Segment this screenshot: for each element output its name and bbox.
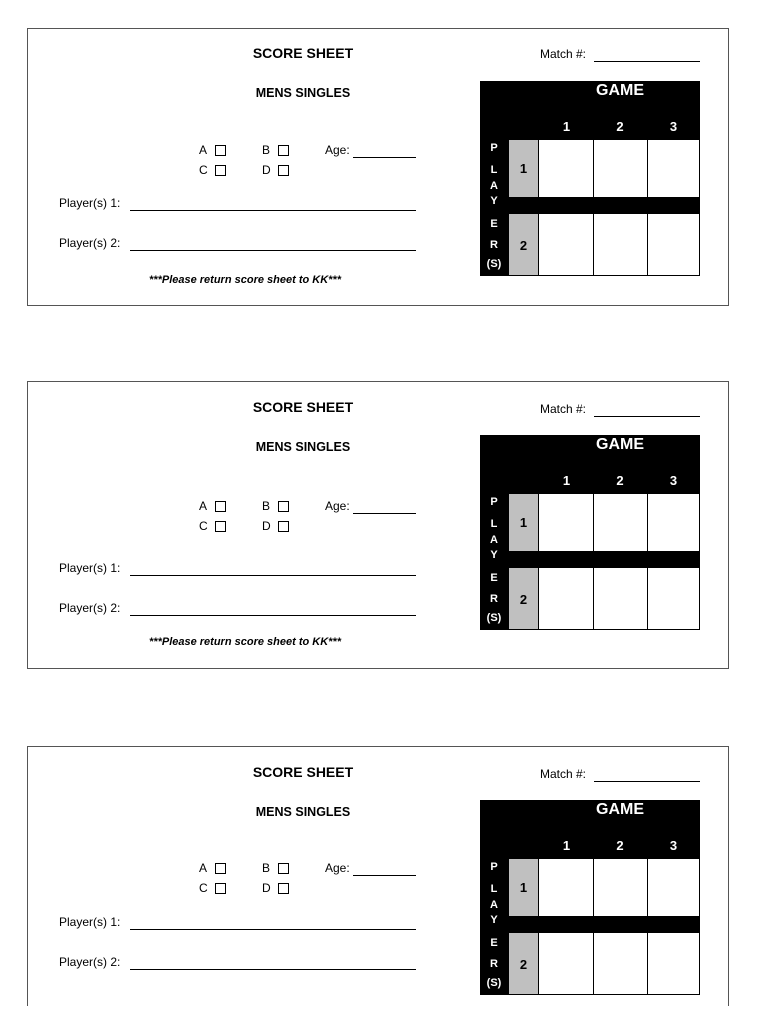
category-b-label: B [262,861,271,875]
vertical-letter: R [490,958,498,970]
vertical-letter: L [490,164,498,176]
game-header: GAME [596,436,644,453]
match-number-label: Match #: [540,402,587,416]
category-c-label: C [199,881,208,895]
category-c-label: C [199,519,208,533]
category-b-checkbox[interactable] [278,145,289,156]
player-2-field[interactable] [130,250,416,251]
age-label: Age: [325,143,350,157]
player-2-label: Player(s) 2: [59,236,121,250]
player-1-label: Player(s) 1: [59,915,121,929]
category-a-label: A [199,499,208,513]
category-b-label: B [262,499,271,513]
player-1-label: Player(s) 1: [59,561,121,575]
sheet-title: SCORE SHEET [252,399,354,415]
category-a-checkbox[interactable] [215,145,226,156]
score-sheet-card [27,381,729,669]
game-1-header: 1 [562,473,571,488]
game-2-header: 2 [616,473,624,488]
sheet-title: SCORE SHEET [252,45,354,61]
player-2-label: Player(s) 2: [59,601,121,615]
vertical-letter: E [490,218,498,230]
vertical-letter: Y [490,195,498,207]
category-d-label: D [262,881,271,895]
vertical-letter: P [490,142,498,154]
grid-frame [480,435,700,630]
category-a-checkbox[interactable] [215,501,226,512]
player-2-label: Player(s) 2: [59,955,121,969]
category-d-checkbox[interactable] [278,883,289,894]
player-1-number: 1 [509,140,538,197]
vertical-letter: P [490,496,498,508]
player-2-number: 2 [509,933,538,995]
category-a-label: A [199,861,208,875]
game-header: GAME [596,801,644,818]
vertical-letter: A [490,180,498,192]
category-c-checkbox[interactable] [215,521,226,532]
vertical-letter: E [490,572,498,584]
category-d-checkbox[interactable] [278,521,289,532]
category-b-label: B [262,143,271,157]
vertical-letter: (S) [486,258,502,270]
game-3-header: 3 [669,119,678,134]
player-1-number: 1 [509,859,538,916]
vertical-letter: Y [490,549,498,561]
sheet-subtitle: MENS SINGLES [255,440,351,454]
vertical-letter: E [490,937,498,949]
category-b-checkbox[interactable] [278,501,289,512]
category-b-checkbox[interactable] [278,863,289,874]
age-field[interactable] [353,157,416,158]
category-a-checkbox[interactable] [215,863,226,874]
player-1-field[interactable] [130,210,416,211]
match-number-field[interactable] [594,61,700,62]
game-2-header: 2 [616,119,624,134]
sheet-title: SCORE SHEET [252,764,354,780]
player-2-field[interactable] [130,615,416,616]
sheet-subtitle: MENS SINGLES [255,86,351,100]
age-label: Age: [325,499,350,513]
score-sheet-card [27,746,729,1006]
vertical-letter: P [490,861,498,873]
score-grid [480,81,700,276]
age-field[interactable] [353,875,416,876]
player-1-field[interactable] [130,575,416,576]
category-a-label: A [199,143,208,157]
player-2-number: 2 [509,568,538,630]
vertical-letter: (S) [486,977,502,989]
game-2-header: 2 [616,838,624,853]
vertical-letter: R [490,239,498,251]
player-2-field[interactable] [130,969,416,970]
vertical-letter: (S) [486,612,502,624]
vertical-letter: L [490,518,498,530]
game-1-header: 1 [562,119,571,134]
score-grid [480,435,700,630]
player-1-field[interactable] [130,929,416,930]
game-1-header: 1 [562,838,571,853]
vertical-letter: R [490,593,498,605]
category-d-label: D [262,163,271,177]
score-sheet-card [27,28,729,306]
category-c-checkbox[interactable] [215,165,226,176]
category-d-label: D [262,519,271,533]
match-number-label: Match #: [540,767,587,781]
category-c-label: C [199,163,208,177]
grid-frame [480,800,700,995]
vertical-letter: A [490,534,498,546]
grid-frame [480,81,700,276]
player-1-number: 1 [509,494,538,551]
game-3-header: 3 [669,838,678,853]
score-grid [480,800,700,995]
age-field[interactable] [353,513,416,514]
player-1-label: Player(s) 1: [59,196,121,210]
return-note: ***Please return score sheet to KK*** [149,274,341,286]
match-number-field[interactable] [594,416,700,417]
vertical-letter: A [490,899,498,911]
match-number-field[interactable] [594,781,700,782]
vertical-letter: L [490,883,498,895]
game-header: GAME [596,82,644,99]
match-number-label: Match #: [540,47,587,61]
sheet-subtitle: MENS SINGLES [255,805,351,819]
player-2-number: 2 [509,214,538,276]
game-3-header: 3 [669,473,678,488]
category-d-checkbox[interactable] [278,165,289,176]
return-note: ***Please return score sheet to KK*** [149,636,341,648]
vertical-letter: Y [490,914,498,926]
age-label: Age: [325,861,350,875]
category-c-checkbox[interactable] [215,883,226,894]
